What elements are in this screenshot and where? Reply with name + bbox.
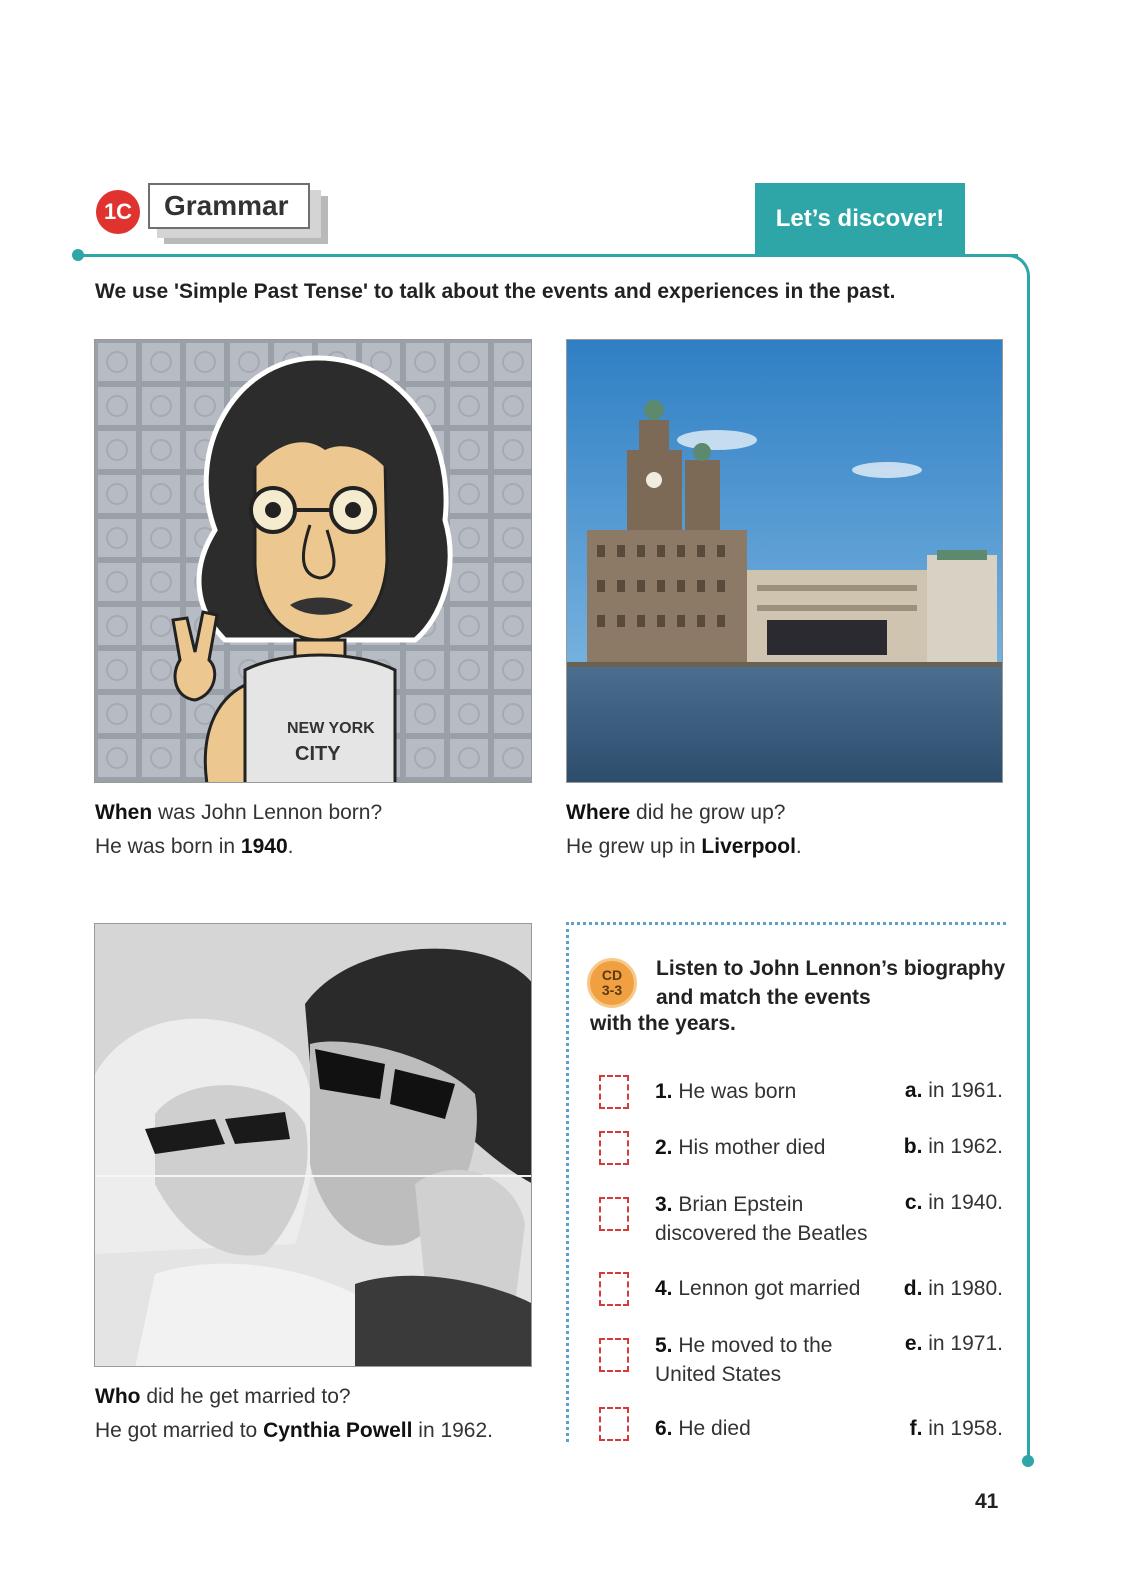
frame-dot (1022, 1455, 1034, 1467)
year-option: d. in 1980. (903, 1277, 1003, 1300)
year-option: e. in 1971. (904, 1332, 1003, 1355)
answer-checkbox[interactable] (599, 1338, 629, 1372)
event-item: 3. Brian Epstein discovered the Beatles (655, 1193, 868, 1245)
caption-birth: When was John Lennon born? He was born in 1940. (95, 801, 383, 858)
caption-hometown: Where did he grow up? He grew up in Liverpool. (566, 801, 802, 858)
answer-checkbox[interactable] (599, 1075, 629, 1109)
cd-audio-icon[interactable]: CD 3-3 (587, 958, 637, 1008)
answer-checkbox[interactable] (599, 1272, 629, 1306)
year-option: c. in 1940. (904, 1191, 1003, 1214)
frame-corner (1000, 254, 1030, 284)
event-item: 2. His mother died (655, 1136, 826, 1159)
answer-checkbox[interactable] (599, 1407, 629, 1441)
answer-checkbox[interactable] (599, 1197, 629, 1231)
section-title: Grammar (148, 183, 310, 229)
year-option: a. in 1961. (904, 1079, 1003, 1102)
lennon-cartoon-image (94, 339, 532, 783)
page-number: 41 (975, 1490, 999, 1513)
event-item: 1. He was born (655, 1080, 797, 1103)
frame-line-top (78, 254, 1018, 257)
unit-badge: 1C (96, 190, 140, 234)
exercise-instruction-end: with the years. (590, 1012, 736, 1035)
couple-photo-image (94, 923, 532, 1367)
year-option: f. in 1958. (909, 1417, 1003, 1440)
shirt-text: NEW YORK (287, 720, 375, 737)
caption-marriage: Who did he get married to? He got married to Cynthia Powell in 1962. (95, 1385, 494, 1442)
frame-line-right (1027, 280, 1030, 1460)
answer-checkbox[interactable] (599, 1131, 629, 1165)
year-option: b. in 1962. (903, 1135, 1003, 1158)
lets-discover-tab: Let’s discover! (755, 183, 965, 255)
exercise-border (566, 922, 569, 1442)
event-item: 4. Lennon got married (655, 1277, 861, 1300)
exercise-instruction: Listen to John Lennon’s biography and match the events (656, 957, 1006, 1009)
event-item: 6. He died (655, 1417, 751, 1440)
exercise-border (566, 922, 1006, 925)
liverpool-waterfront-image (566, 339, 1003, 783)
intro-text: We use 'Simple Past Tense' to talk about the events and experiences in the past. (95, 280, 896, 303)
event-item: 5. He moved to the United States (655, 1334, 833, 1386)
shirt-text: CITY (295, 743, 341, 765)
